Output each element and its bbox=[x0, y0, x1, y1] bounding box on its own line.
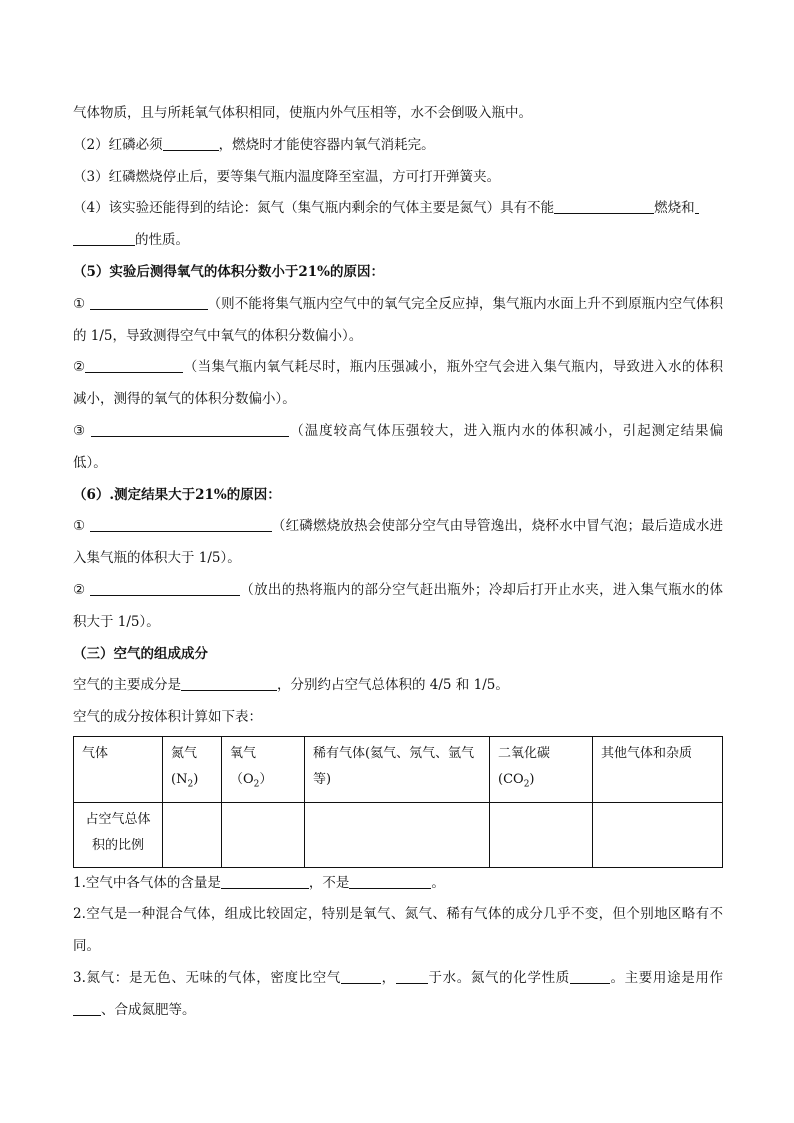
table-cell bbox=[163, 802, 222, 867]
table-row-label: 占空气总体积的比例 bbox=[74, 802, 163, 867]
table-header-cell: 稀有气体(氦气、氖气、氩气等) bbox=[305, 736, 490, 802]
table-cell bbox=[305, 802, 490, 867]
answer-blank bbox=[554, 199, 654, 214]
air-composition-table bbox=[73, 736, 723, 868]
note-2: 2.空气是一种混合气体，组成比较固定，特别是氧气、氮气、稀有气体的成分几乎不变，但个别地区略有不同。 bbox=[73, 906, 723, 955]
section-heading-6: （6）.测定结果大于21%的原因： bbox=[73, 486, 281, 503]
text-line: 空气的主要成分是 ，分别约占空气总体积的 4/5 和 1/5。 bbox=[73, 677, 509, 694]
reason-item: ② （放出的热将瓶内的部分空气赶出瓶外；冷却后打开止水夹，进入集气瓶水的体积大于 1/5）。 bbox=[73, 581, 723, 630]
table-header-row bbox=[74, 736, 723, 802]
table-cell bbox=[222, 802, 305, 867]
answer-blank bbox=[163, 136, 219, 151]
answer-blank bbox=[91, 422, 289, 437]
answer-blank bbox=[695, 199, 699, 214]
note-3: 3.氮气：是无色、无味的气体，密度比空气 ， 于水。氮气的化学性质 。主要用途是用作、合成氮肥等。 bbox=[73, 969, 723, 1018]
table-header-cell: 二氧化碳$(CO_2)$ bbox=[490, 736, 593, 802]
question-2: （2）红磷必须 ，燃烧时才能使容器内氧气消耗完。 bbox=[73, 136, 435, 153]
answer-blank bbox=[85, 358, 183, 373]
answer-blank bbox=[73, 231, 135, 246]
answer-blank bbox=[396, 969, 428, 984]
answer-blank bbox=[73, 1001, 101, 1016]
answer-blank bbox=[570, 969, 610, 984]
table-header-cell: 氧气$(O_2)$ bbox=[222, 736, 305, 802]
document-content bbox=[73, 98, 723, 1027]
table-cell bbox=[593, 802, 723, 867]
answer-blank bbox=[181, 676, 277, 691]
question-4: （4）该实验还能得到的结论：氮气（集气瓶内剩余的气体主要是氮气）具有不能 燃烧和 的性质。 bbox=[73, 193, 723, 257]
answer-blank bbox=[221, 874, 309, 889]
text-line: 气体物质，且与所耗氧气体积相同，使瓶内外气压相等，水不会倒吸入瓶中。 bbox=[73, 105, 532, 121]
table-row bbox=[74, 802, 723, 867]
table-header-cell: 气体 bbox=[74, 736, 163, 802]
answer-blank bbox=[90, 295, 208, 310]
reason-item: ③ （温度较高气体压强较大，进入瓶内水的体积减小，引起测定结果偏低）。 bbox=[73, 422, 723, 471]
answer-blank bbox=[349, 874, 431, 889]
table-header-cell: 氮气$(N_2)$ bbox=[163, 736, 222, 802]
section-heading-3: （三）空气的组成成分 bbox=[73, 645, 208, 662]
answer-blank bbox=[90, 517, 272, 532]
reason-item: ① （则不能将集气瓶内空气中的氧气完全反应掉，集气瓶内水面上升不到原瓶内空气体积的 1/5，导致测得空气中氧气的体积分数偏小）。 bbox=[73, 295, 723, 344]
question-3: （3）红磷燃烧停止后，要等集气瓶内温度降至室温，方可打开弹簧夹。 bbox=[73, 168, 501, 185]
section-heading-5: （5）实验后测得氧气的体积分数小于21%的原因： bbox=[73, 263, 385, 280]
note-1: 1.空气中各气体的含量是 ，不是 。 bbox=[73, 874, 445, 891]
reason-item: ① （红磷燃烧放热会使部分空气由导管逸出，烧杯水中冒气泡；最后造成水进入集气瓶的体积大于 1/5）。 bbox=[73, 518, 723, 567]
answer-blank bbox=[341, 969, 381, 984]
table-cell bbox=[490, 802, 593, 867]
table-header-cell: 其他气体和杂质 bbox=[593, 736, 723, 802]
reason-item: ② （当集气瓶内氧气耗尽时，瓶内压强减小，瓶外空气会进入集气瓶内，导致进入水的体积减小，测得的氧气的体积分数偏小）。 bbox=[73, 359, 723, 408]
answer-blank bbox=[90, 581, 240, 596]
text-line: 空气的成分按体积计算如下表： bbox=[73, 709, 262, 726]
